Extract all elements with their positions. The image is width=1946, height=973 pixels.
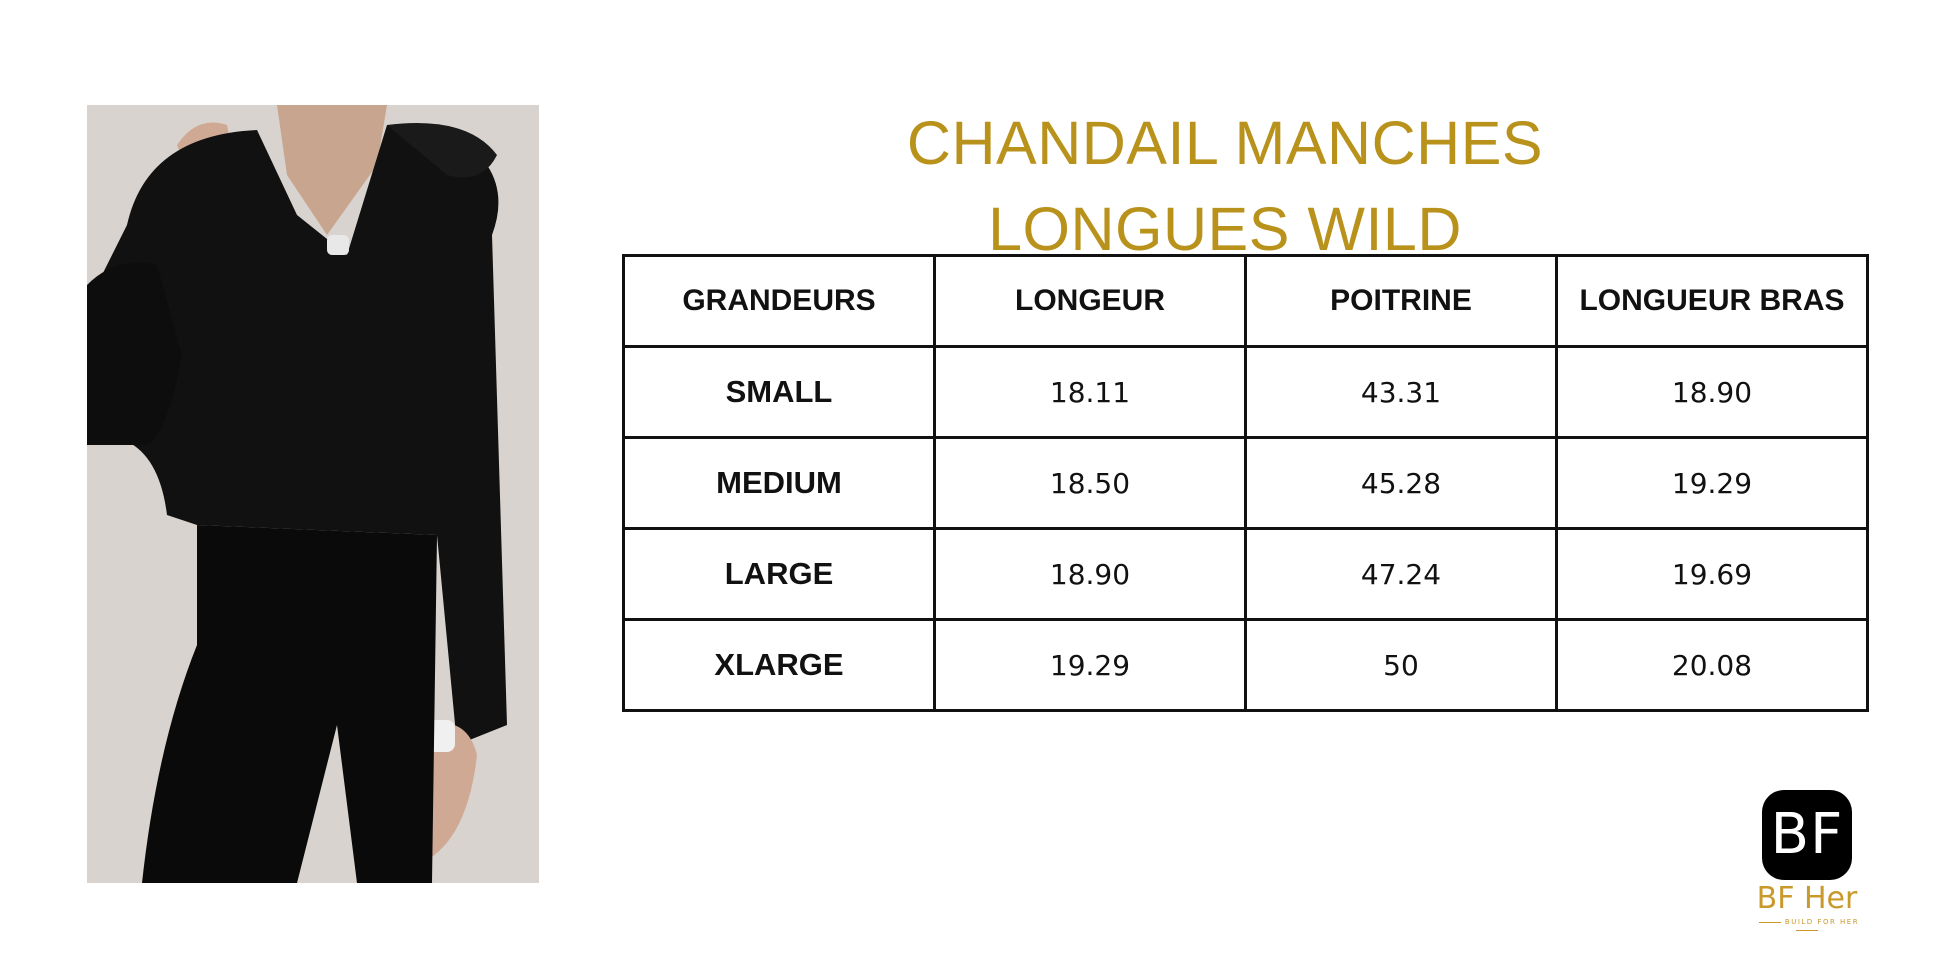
size-label: LARGE [624, 529, 935, 620]
table-row [624, 529, 1868, 620]
page-title [620, 100, 1830, 272]
longeur-value: 18.50 [935, 438, 1246, 529]
longeur-value: 18.90 [935, 529, 1246, 620]
longeur-value: 18.11 [935, 347, 1246, 438]
table-header-row [624, 256, 1868, 347]
table-row [624, 347, 1868, 438]
size-label: SMALL [624, 347, 935, 438]
poitrine-value: 43.31 [1246, 347, 1557, 438]
poitrine-value: 50 [1246, 620, 1557, 711]
header-poitrine: POITRINE [1246, 256, 1557, 347]
table-row [624, 438, 1868, 529]
size-label: XLARGE [624, 620, 935, 711]
longueur-bras-value: 19.29 [1557, 438, 1868, 529]
poitrine-value: 47.24 [1246, 529, 1557, 620]
header-longeur: LONGEUR [935, 256, 1246, 347]
longueur-bras-value: 19.69 [1557, 529, 1868, 620]
logo-mark-text: BF [1770, 802, 1844, 867]
logo-mark-icon [1762, 790, 1852, 880]
size-label: MEDIUM [624, 438, 935, 529]
longueur-bras-value: 18.90 [1557, 347, 1868, 438]
model-illustration [87, 105, 539, 883]
product-photo [87, 105, 539, 883]
title-line-2: LONGUES WILD [988, 195, 1462, 263]
brand-logo [1742, 790, 1872, 930]
header-grandeurs: GRANDEURS [624, 256, 935, 347]
title-line-1: CHANDAIL MANCHES [906, 109, 1544, 177]
logo-brand-name: BF Her [1756, 881, 1858, 916]
poitrine-value: 45.28 [1246, 438, 1557, 529]
size-chart-table [622, 254, 1869, 712]
header-longueur-bras: LONGUEUR BRAS [1557, 256, 1868, 347]
logo-tagline: BUILD FOR HER [1742, 918, 1872, 934]
table-row [624, 620, 1868, 711]
longueur-bras-value: 20.08 [1557, 620, 1868, 711]
longeur-value: 19.29 [935, 620, 1246, 711]
